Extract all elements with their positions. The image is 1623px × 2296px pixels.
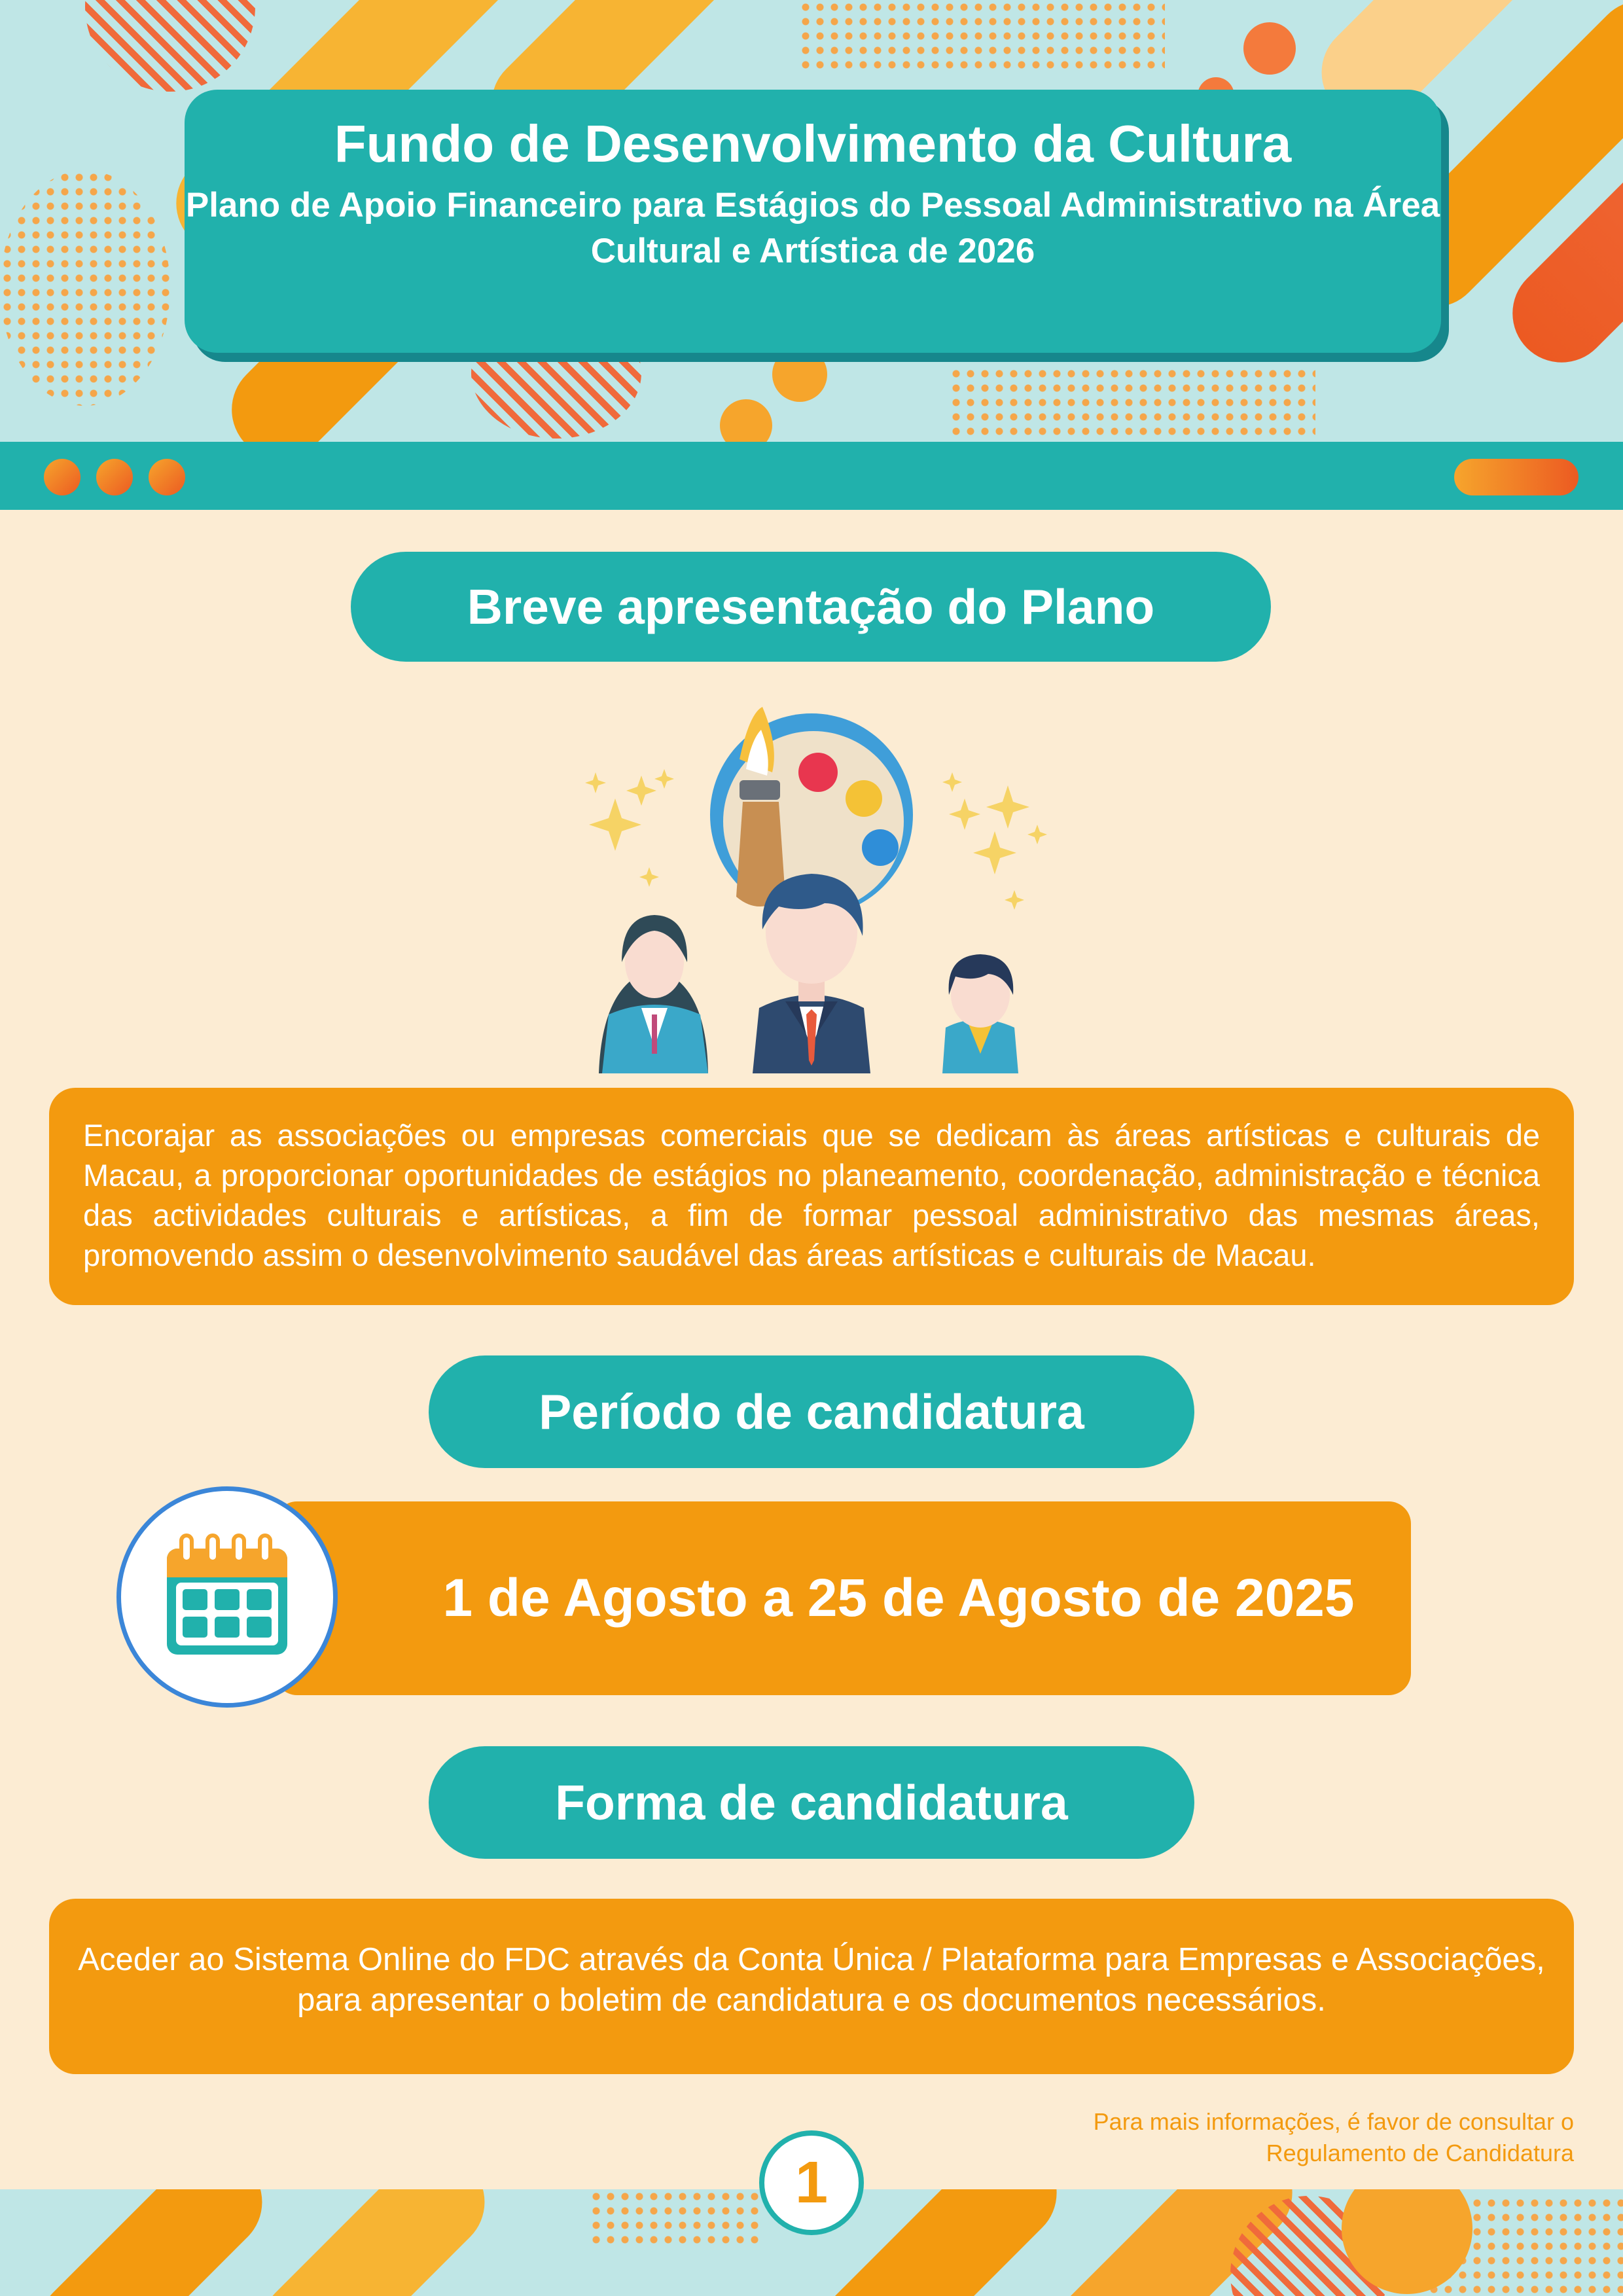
section-heading-method: Forma de candidatura [429, 1746, 1194, 1859]
page-subtitle: Plano de Apoio Financeiro para Estágios do Pessoal Administrativo na Área Cultural e Artística de 2026 [185, 186, 1440, 270]
page-number: 1 [759, 2130, 864, 2235]
decor-dots [798, 0, 1165, 72]
decor-circle [772, 347, 827, 402]
decor-stripe [241, 2189, 505, 2296]
decor-dots [0, 170, 170, 406]
decor-stripe [18, 2189, 282, 2296]
bar-dot [44, 459, 80, 495]
bar-dot [96, 459, 133, 495]
calendar-badge [116, 1486, 338, 1708]
decor-dots [949, 367, 1315, 439]
section-heading-intro: Breve apresentação do Plano [351, 552, 1271, 662]
title-card [185, 90, 1441, 353]
intro-box [49, 1088, 1574, 1305]
more-info-note: Para mais informações, é favor de consultar o Regulamento de Candidatura [1093, 2108, 1574, 2166]
decor-circle [720, 399, 772, 442]
application-dates: 1 de Agosto a 25 de Agosto de 2025 [442, 1568, 1355, 1628]
decor-circle [1243, 22, 1296, 75]
calendar-icon [121, 1491, 333, 1703]
page-title: Fundo de Desenvolvimento da Cultura [334, 115, 1292, 173]
decor-dots [589, 2189, 759, 2248]
apply-text: Aceder ao Sistema Online do FDC através da Conta Única / Plataforma para Empresas e Associações, para apresentar o boletim de candidatura e os documentos necessários. [78, 1942, 1545, 2018]
header-bar [0, 442, 1623, 510]
bar-pill [1454, 459, 1578, 495]
date-box [275, 1501, 1411, 1695]
arts-team-illustration [563, 707, 1060, 1073]
bar-dot [149, 459, 185, 495]
apply-box [49, 1899, 1574, 2074]
section-heading-period: Período de candidatura [429, 1355, 1194, 1468]
intro-text: Encorajar as associações ou empresas comerciais que se dedicam às áreas artísticas e culturais de Macau, a proporcionar oportunidades de estágios no planeamento, coordenação, administração e técnica das actividades culturais e artísticas, a fim de formar pessoal administrativo das mesmas áreas, promovendo assim o desenvolvimento saudável das áreas artísticas e culturais de Macau. [83, 1118, 1540, 1272]
decor-hatch [85, 0, 255, 92]
